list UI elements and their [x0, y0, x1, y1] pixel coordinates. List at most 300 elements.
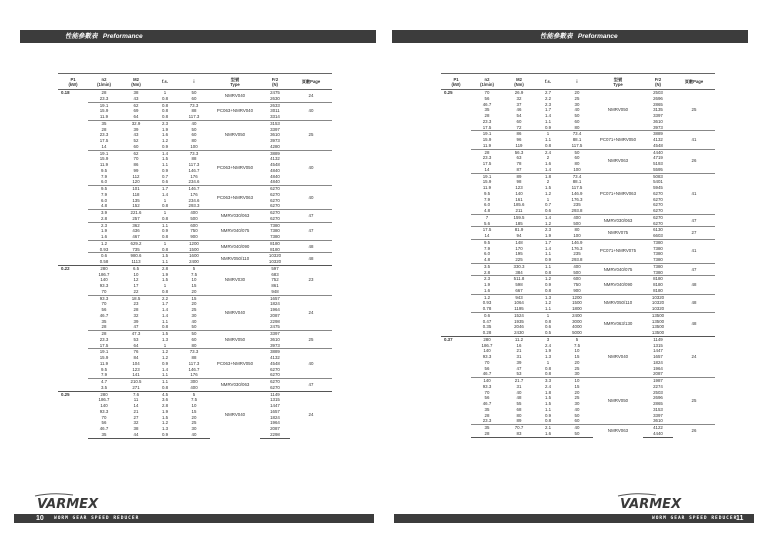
i-cell: 176.3	[571, 245, 583, 251]
i-cell: 235	[573, 202, 581, 208]
i-cell: 50	[178, 331, 210, 337]
n2-cell: 56	[484, 95, 490, 101]
fs-cell: 0.8	[161, 288, 169, 294]
n2-cell: 70	[484, 90, 490, 95]
i-cell: 234.6	[188, 197, 200, 203]
i-cell: 60	[574, 155, 580, 161]
m2-cell: 40	[516, 389, 522, 395]
col-p1: P1 (kW)	[441, 74, 471, 90]
m2-cell: 221.6	[120, 210, 152, 216]
i-cell: 146.7	[178, 186, 210, 192]
fr2-cell: 5193	[653, 161, 663, 166]
n2-cell: 11.9	[99, 360, 109, 366]
fr2-cell: 3153	[260, 120, 290, 126]
i-cell: 80	[191, 138, 197, 143]
col-page: 頁數Page	[673, 74, 715, 90]
n2-cell: 35	[484, 406, 490, 412]
logo-right	[616, 492, 696, 515]
fr2-cell: 4132	[270, 355, 280, 360]
m2-cell: 17	[133, 283, 139, 288]
m2-cell: 39	[133, 126, 139, 132]
m2-cell: 271	[132, 384, 140, 390]
m2-cell: 12	[133, 277, 139, 283]
i-cell: 1500	[572, 300, 582, 306]
i-cell: 5	[178, 391, 210, 397]
fs-cell: 0.8	[161, 324, 169, 330]
m2-cell: 39	[133, 318, 139, 324]
m2-cell: 56.3	[503, 149, 535, 155]
fs-cell: 0.6	[544, 208, 552, 213]
m2-cell: 83	[503, 431, 535, 437]
page-cell: 47	[290, 379, 332, 392]
fs-cell: 0.9	[161, 360, 169, 366]
fr2-cell: 2087	[653, 371, 663, 377]
col-i: i	[178, 74, 210, 90]
page-cell: 24	[290, 391, 332, 438]
type-cell: NMRV050	[210, 331, 260, 349]
col-m2: M2 (Nm)	[503, 74, 535, 90]
fs-cell: 1.5	[161, 277, 169, 283]
fr2-cell: 2087	[270, 312, 280, 318]
n2-cell: 3.5	[471, 263, 503, 269]
m2-cell: 21.7	[503, 378, 535, 384]
i-cell: 1600	[178, 253, 210, 259]
type-cell: PC063+NMRV063	[210, 186, 260, 210]
i-cell: 73.4	[561, 173, 593, 179]
fs-cell: 0.8	[161, 246, 169, 252]
col-i: i	[561, 74, 593, 90]
m2-cell: 598	[515, 282, 523, 287]
m2-cell: 26.9	[514, 90, 524, 95]
fr2-cell: 6270	[260, 210, 290, 216]
m2-cell: 152	[132, 203, 140, 209]
fs-cell: 1.5	[152, 331, 178, 337]
n2-cell: 9.5	[471, 239, 503, 245]
fs-cell: 2.8	[152, 265, 178, 271]
i-cell: 20	[191, 301, 197, 307]
n2-cell: 23.3	[99, 95, 109, 101]
i-cell: 15	[574, 383, 580, 389]
i-cell: 15	[191, 283, 197, 288]
fs-cell: 1	[546, 359, 550, 365]
fr2-cell: 1315	[653, 342, 663, 348]
fs-cell: 0.8	[161, 114, 169, 119]
i-cell: 73.3	[178, 349, 210, 355]
m2-cell: 980.6	[120, 253, 152, 259]
i-cell: 30	[574, 101, 580, 107]
m2-cell: 211	[515, 208, 523, 213]
header-bar	[20, 30, 376, 43]
n2-cell: 23.3	[99, 132, 109, 138]
m2-cell: 148	[503, 239, 535, 245]
n2-cell: 7.9	[483, 245, 491, 251]
fs-cell: 1.1	[152, 379, 178, 385]
n2-cell: 93.3	[99, 283, 109, 288]
m2-cell: 257	[132, 215, 140, 221]
page-cell: 41	[673, 131, 715, 149]
m2-cell: 69	[133, 108, 139, 114]
type-cell: NMRV040/090	[593, 276, 643, 294]
i-cell: 20	[574, 389, 580, 395]
fs-cell: 0.8	[544, 371, 552, 377]
n2-cell: 6.0	[483, 251, 491, 257]
i-cell: 25	[574, 365, 580, 371]
i-cell: 88.1	[572, 137, 582, 142]
n2-cell: 11.9	[99, 162, 109, 167]
i-cell: 900	[190, 234, 198, 239]
header-title: 性能參數表 Preformance	[540, 33, 618, 40]
n2-cell: 17.5	[99, 342, 109, 348]
fs-cell: 1.5	[544, 395, 552, 401]
i-cell: 176	[190, 372, 198, 378]
n2-cell: 1.2	[471, 294, 503, 300]
m2-cell: 89	[503, 173, 535, 179]
i-cell: 900	[573, 287, 581, 293]
n2-cell: 0.47	[482, 318, 492, 324]
m2-cell: 32	[133, 420, 139, 426]
m2-cell: 46	[516, 107, 522, 113]
fr2-cell: 10320	[651, 306, 665, 311]
fr2-cell: 3153	[653, 406, 663, 412]
m2-cell: 52	[133, 138, 139, 143]
fs-cell: 1.9	[161, 408, 169, 414]
fr2-cell: 2633	[260, 102, 290, 108]
fs-cell: 1.1	[544, 118, 552, 124]
m2-cell: 60	[516, 118, 522, 124]
page-cell: 48	[290, 253, 332, 266]
fr2-cell: 4280	[270, 143, 280, 149]
fs-cell: 0.5	[544, 330, 552, 335]
n2-cell: 35	[88, 120, 120, 126]
i-cell: 2400	[561, 312, 593, 318]
fr2-cell: 5083	[643, 173, 673, 179]
fs-cell: 2	[546, 155, 550, 161]
type-cell: PC071+NMRV063	[593, 173, 643, 214]
fr2-cell: 6130	[643, 227, 673, 233]
fs-cell: 0.8	[544, 142, 552, 148]
i-cell: 50	[561, 149, 593, 155]
page-number: 10	[36, 515, 44, 522]
fs-cell: 2.1	[535, 425, 561, 431]
fr2-cell: 4122	[643, 425, 673, 431]
m2-cell: 7.6	[120, 391, 152, 397]
header-bar	[392, 30, 748, 43]
i-cell: 176.3	[571, 196, 583, 202]
n2-cell: 0.58	[99, 259, 109, 264]
col-n2: n2 (1/min)	[88, 74, 120, 90]
page-cell: 27	[673, 227, 715, 240]
fs-cell: 1.4	[161, 307, 169, 312]
n2-cell: 186.7	[98, 271, 110, 277]
fr2-cell: 3973	[270, 138, 280, 143]
right-page	[384, 0, 768, 555]
m2-cell: 943	[503, 294, 535, 300]
col-n2: n2 (1/min)	[471, 74, 503, 90]
m2-cell: 18.5	[120, 295, 152, 301]
type-cell: NMRV063	[593, 425, 643, 438]
brand-text: VARMEX	[620, 497, 682, 510]
i-cell: 88	[191, 108, 197, 114]
fr2-cell: 6270	[270, 384, 280, 390]
i-cell: 5	[178, 265, 210, 271]
fs-cell: 3.6	[161, 397, 169, 403]
type-cell: NMRV030/063	[210, 379, 260, 392]
fr2-cell: 7380	[653, 269, 663, 275]
fs-cell: 1.3	[544, 354, 552, 359]
m2-cell: 123	[515, 185, 523, 190]
i-cell: 88	[191, 355, 197, 360]
fr2-cell: 4132	[270, 156, 280, 162]
fs-cell: 2.4	[544, 342, 552, 348]
fs-cell: 3	[535, 336, 561, 342]
fs-cell: 1.2	[152, 349, 178, 355]
fs-cell: 1	[163, 342, 167, 348]
m2-cell: 119	[515, 142, 523, 148]
i-cell: 60	[574, 118, 580, 124]
fr2-cell: 2503	[653, 389, 663, 395]
n2-cell: 4.8	[483, 257, 491, 262]
fs-cell: 1.9	[544, 233, 552, 238]
i-cell: 1200	[178, 240, 210, 246]
page-cell: 24	[673, 336, 715, 377]
n2-cell: 140	[100, 277, 108, 283]
fr2-cell: 7380	[643, 263, 673, 269]
type-cell: NMRV075	[593, 227, 643, 240]
m2-cell: 53	[133, 336, 139, 342]
fr2-cell: 6270	[270, 366, 280, 372]
fr2-cell: 4548	[270, 360, 280, 366]
fr2-cell: 6270	[653, 208, 663, 213]
fs-cell: 1.4	[161, 191, 169, 197]
i-cell: 10	[574, 348, 580, 354]
fs-cell: 1.7	[535, 239, 561, 245]
page-cell: 48	[673, 312, 715, 336]
page-cell: 47	[290, 210, 332, 223]
n2-cell: 7.9	[100, 173, 108, 179]
n2-cell: 15.9	[482, 179, 492, 185]
m2-cell: 362	[120, 222, 152, 228]
n2-cell: 70	[101, 414, 107, 420]
m2-cell: 21	[516, 348, 522, 354]
fr2-cell: 1824	[270, 301, 280, 307]
page-cell: 24	[308, 92, 314, 98]
m2-cell: 64	[133, 342, 139, 348]
n2-cell: 140	[100, 403, 108, 408]
col-fr2: Fr2 (N)	[260, 74, 290, 90]
m2-cell: 1524	[503, 312, 535, 318]
i-cell: 7.5	[190, 271, 198, 277]
fr2-cell: 948	[271, 288, 279, 294]
n2-cell: 6.0	[100, 197, 108, 203]
m2-cell: 667	[515, 287, 523, 293]
fr2-cell: 5401	[653, 179, 663, 185]
m2-cell: 81.9	[503, 227, 535, 233]
fr2-cell: 10320	[651, 300, 665, 306]
i-cell: 80	[574, 124, 580, 130]
n2-cell: 35	[484, 107, 490, 113]
i-cell: 1200	[561, 294, 593, 300]
i-cell: 40	[574, 107, 580, 113]
n2-cell: 4.8	[483, 208, 491, 213]
m2-cell: 185.6	[513, 202, 525, 208]
fs-cell: 1.1	[544, 406, 552, 412]
m2-cell: 47.3	[120, 331, 152, 337]
n2-cell: 7.9	[483, 196, 491, 202]
fr2-cell: 3610	[270, 336, 280, 342]
n2-cell: 19.1	[88, 150, 120, 156]
n2-cell: 2.8	[100, 215, 108, 221]
i-cell: 10	[191, 277, 197, 283]
fs-cell: 1.1	[161, 318, 169, 324]
i-cell: 40	[178, 120, 210, 126]
fs-cell: 0.9	[161, 143, 169, 149]
n2-cell: 46.7	[482, 101, 492, 107]
varmex-logo	[616, 492, 696, 510]
fr2-cell: 4440	[643, 149, 673, 155]
i-cell: 4000	[572, 324, 582, 330]
page-cell: 25	[691, 107, 697, 113]
n2-cell: 4.7	[88, 379, 120, 385]
type-cell: NMRV030	[210, 265, 260, 295]
col-page: 頁數Page	[290, 74, 332, 90]
n2-cell: 14	[484, 166, 490, 172]
page-cell: 26	[673, 425, 715, 438]
m2-cell: 141	[132, 372, 140, 378]
fr2-cell: 8180	[260, 240, 290, 246]
n2-cell: 15.9	[99, 355, 109, 360]
i-cell: 60	[574, 418, 580, 424]
fr2-cell: 4548	[653, 142, 663, 148]
performance-table-left	[58, 73, 332, 439]
n2-cell: 186.7	[98, 397, 110, 403]
fs-cell: 1.6	[535, 431, 561, 437]
m2-cell: 112	[132, 173, 140, 179]
m2-cell: 53	[516, 371, 522, 377]
fs-cell: 2.2	[152, 295, 178, 301]
m2-cell: 161	[515, 196, 523, 202]
fr2-cell: 2475	[270, 90, 280, 95]
m2-cell: 436	[132, 228, 140, 234]
footer-bar-right	[394, 514, 754, 523]
fs-cell: 1.4	[161, 312, 169, 318]
i-cell: 60	[191, 336, 197, 342]
p1-cell: 0.22	[58, 265, 88, 391]
fs-cell: 0.8	[161, 95, 169, 101]
i-cell: 117.3	[188, 114, 200, 119]
n2-cell: 93.3	[88, 295, 120, 301]
page-cell: 48	[673, 276, 715, 294]
n2-cell: 0.28	[482, 330, 492, 335]
page-cell: 25	[290, 120, 332, 150]
fr2-cell: 1447	[270, 403, 280, 408]
i-cell: 7.5	[573, 342, 581, 348]
fs-cell: 1.2	[535, 276, 561, 282]
col-fs: f.s.	[152, 74, 178, 90]
n2-cell: 17.5	[482, 124, 492, 130]
n2-cell: 28	[101, 90, 107, 95]
m2-cell: 68	[516, 406, 522, 412]
i-cell: 80	[574, 161, 580, 166]
m2-cell: 101	[120, 186, 152, 192]
m2-cell: 27	[133, 414, 139, 420]
m2-cell: 2430	[514, 330, 524, 335]
m2-cell: 6.5	[120, 265, 152, 271]
page-cell: 47	[673, 263, 715, 276]
i-cell: 40	[561, 425, 593, 431]
type-cell: PC063+NMRV050	[210, 349, 260, 379]
fr2-cell: 13500	[651, 318, 665, 324]
n2-cell: 280	[471, 336, 503, 342]
i-cell: 30	[574, 401, 580, 406]
fr2-cell: 6270	[270, 372, 280, 378]
fr2-cell: 2696	[653, 395, 663, 401]
n2-cell: 93.3	[482, 354, 492, 359]
m2-cell: 185	[515, 220, 523, 226]
n2-cell: 35	[88, 432, 120, 438]
n2-cell: 11.9	[99, 114, 109, 119]
m2-cell: 47	[516, 365, 522, 371]
n2-cell: 28	[101, 126, 107, 132]
m2-cell: 210.5	[120, 379, 152, 385]
fs-cell: 1.1	[161, 259, 169, 264]
i-cell: 300	[178, 379, 210, 385]
varmex-logo	[33, 492, 113, 510]
m2-cell: 39	[516, 359, 522, 365]
fr2-cell: 1657	[260, 295, 290, 301]
fr2-cell: 1987	[643, 378, 673, 384]
fs-cell: 1.1	[544, 306, 552, 311]
fr2-cell: 3397	[653, 412, 663, 418]
i-cell: 80	[191, 342, 197, 348]
i-cell: 234.6	[188, 179, 200, 185]
logo-left	[33, 492, 113, 515]
i-cell: 500	[573, 220, 581, 226]
fr2-cell: 4440	[643, 431, 673, 437]
n2-cell: 3.9	[88, 210, 120, 216]
n2-cell: 28	[88, 331, 120, 337]
fs-cell: 1.9	[161, 271, 169, 277]
fr2-cell: 861	[271, 283, 279, 288]
fs-cell: 1.2	[161, 355, 169, 360]
type-cell: NMRV063/130	[593, 312, 643, 336]
n2-cell: 28	[471, 149, 503, 155]
n2-cell: 0.6	[471, 312, 503, 318]
m2-cell: 467	[132, 234, 140, 239]
i-cell: 176	[190, 173, 198, 179]
fs-cell: 1	[163, 197, 167, 203]
m2-cell: 98	[516, 179, 522, 185]
i-cell: 750	[573, 282, 581, 287]
i-cell: 500	[190, 215, 198, 221]
fs-cell: 3.3	[535, 378, 561, 384]
m2-cell: 1064	[514, 300, 524, 306]
i-cell: 1800	[572, 306, 582, 311]
m2-cell: 23	[133, 301, 139, 307]
m2-cell: 14	[133, 403, 139, 408]
n2-cell: 1.6	[483, 287, 491, 293]
m2-cell: 63	[516, 155, 522, 161]
page-cell: 47	[673, 214, 715, 227]
i-cell: 400	[178, 210, 210, 216]
i-cell: 20	[191, 288, 197, 294]
m2-cell: 60	[133, 143, 139, 149]
fr2-cell: 4840	[270, 173, 280, 179]
fs-cell: 1.2	[544, 300, 552, 306]
page-cell: 40	[290, 102, 332, 120]
fr2-cell: 7380	[653, 257, 663, 262]
i-cell: 293.3	[188, 203, 200, 209]
fs-cell: 0.7	[161, 173, 169, 179]
